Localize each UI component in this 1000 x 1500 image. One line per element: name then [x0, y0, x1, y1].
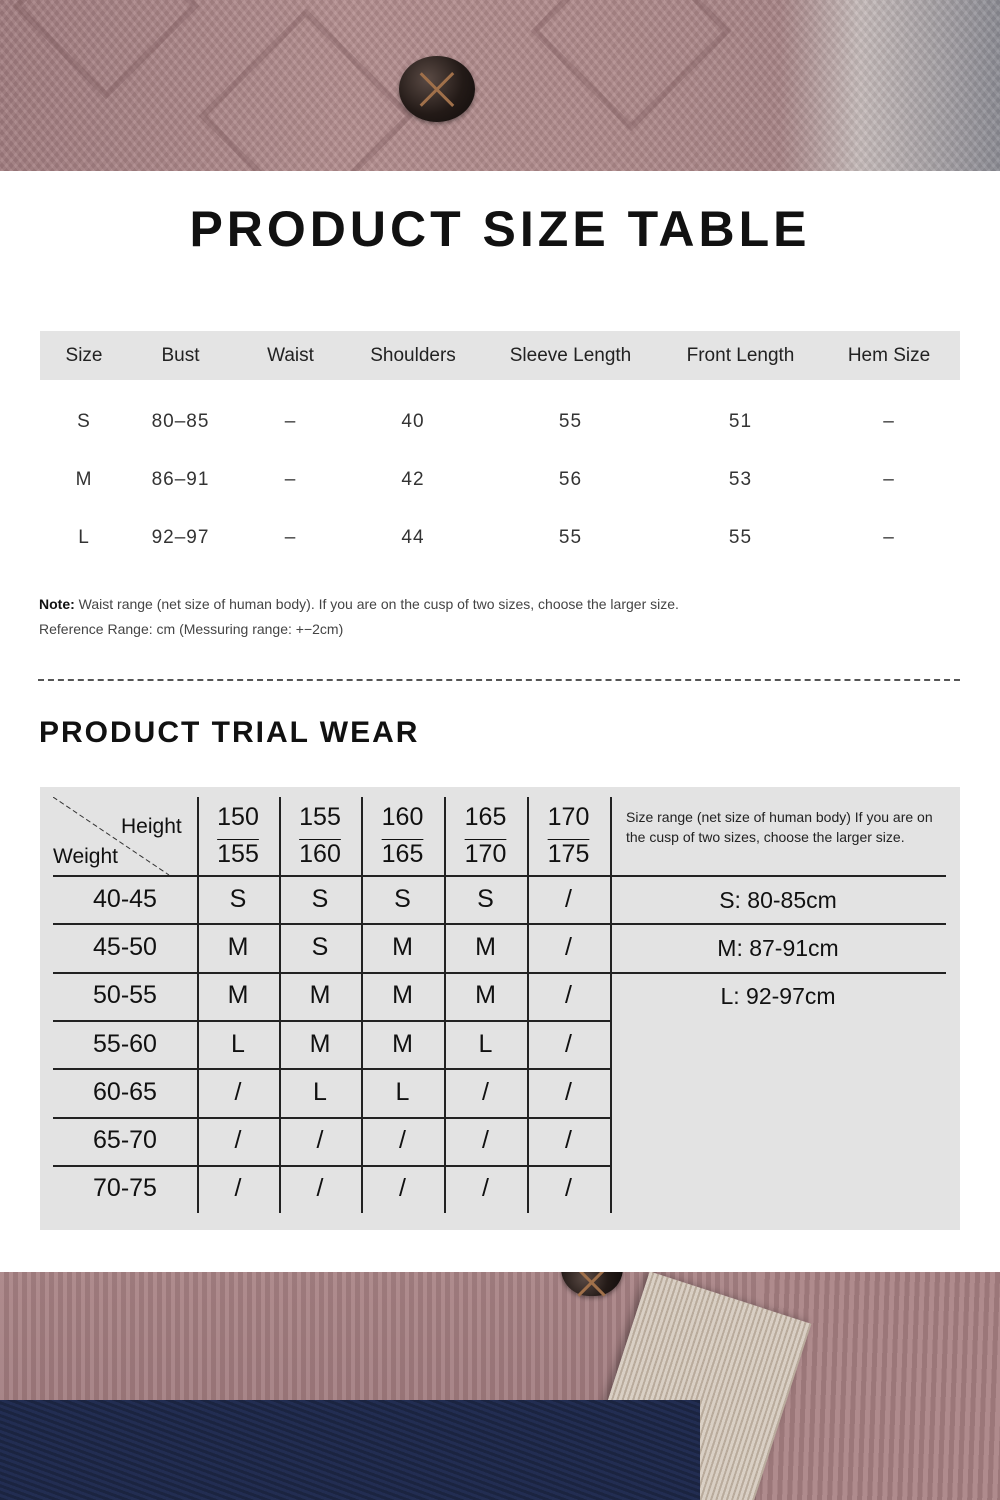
- table-cell: 40: [401, 411, 425, 432]
- note-label: Note:: [39, 596, 75, 612]
- height-range-header: [361, 797, 444, 875]
- cardigan-button: [561, 1272, 623, 1296]
- height-range-top: 160: [381, 803, 424, 831]
- knit-sleeve: [760, 1272, 1000, 1500]
- size-note: [39, 596, 679, 612]
- column-header: Hem Size: [818, 331, 960, 380]
- height-range-header: [197, 797, 279, 875]
- height-range-bottom: 165: [381, 840, 424, 868]
- column-header: Sleeve Length: [478, 331, 663, 380]
- corner-height-label: Height: [121, 815, 182, 838]
- table-cell: 86–91: [151, 469, 210, 490]
- weight-range-label: 55-60: [93, 1029, 157, 1058]
- height-range-header: [527, 797, 610, 875]
- weight-range-label: 45-50: [93, 932, 157, 961]
- weight-range-label: 65-70: [93, 1126, 157, 1155]
- size-cell: /: [234, 1077, 242, 1106]
- grid-line-vertical: [279, 797, 281, 1213]
- table-cell: 92–97: [151, 527, 210, 548]
- size-cell: M: [309, 981, 331, 1010]
- table-cell: 51: [728, 411, 753, 432]
- product-photo-bottom: [0, 1272, 1000, 1500]
- size-cell: L: [395, 1077, 410, 1106]
- table-row: [40, 451, 960, 509]
- size-cell: M: [475, 981, 496, 1010]
- size-cell: /: [565, 981, 572, 1010]
- size-cell: M: [475, 932, 496, 961]
- table-cell: 80–85: [151, 411, 210, 432]
- height-range-header: [279, 797, 361, 875]
- size-cell: M: [392, 1029, 413, 1058]
- size-cell: /: [316, 1174, 324, 1203]
- size-range-value: L: 92-97cm: [720, 983, 836, 1010]
- grid-line-vertical: [197, 797, 199, 1213]
- size-table: [40, 331, 960, 567]
- table-cell: –: [284, 411, 297, 432]
- size-cell: L: [231, 1029, 245, 1058]
- table-cell: 56: [558, 469, 583, 490]
- page-title: PRODUCT SIZE TABLE: [189, 201, 811, 257]
- knit-cable-pattern: [531, 0, 732, 131]
- height-range-top: 150: [217, 803, 259, 831]
- size-cell: /: [565, 1077, 572, 1106]
- grid-line-horizontal: [53, 972, 946, 974]
- weight-range-label: 40-45: [93, 884, 157, 913]
- denim-jeans: [0, 1400, 700, 1500]
- column-header: Shoulders: [348, 331, 478, 380]
- table-cell: 55: [558, 527, 583, 548]
- trial-wear-panel: [40, 787, 960, 1230]
- spacer-row: [40, 380, 960, 393]
- grid-line-vertical: [527, 797, 529, 1213]
- table-row: [40, 509, 960, 567]
- size-cell: /: [565, 884, 572, 913]
- size-range-note: Size range (net size of human body) If you are on the cusp of two sizes, choose the larger size.: [626, 809, 933, 845]
- size-cell: /: [399, 1126, 406, 1155]
- table-cell: 55: [728, 527, 753, 548]
- column-header: Front Length: [663, 331, 818, 380]
- size-cell: L: [478, 1029, 493, 1058]
- size-cell: /: [399, 1174, 406, 1203]
- height-range-bottom: 170: [464, 840, 507, 868]
- trial-wear-grid: [53, 797, 946, 1217]
- size-cell: /: [482, 1077, 489, 1106]
- size-cell: S: [311, 884, 329, 913]
- height-range-top: 155: [299, 803, 341, 831]
- height-range-bottom: 175: [547, 840, 590, 868]
- table-cell: –: [284, 469, 297, 490]
- height-range-header: [444, 797, 527, 875]
- size-cell: /: [482, 1174, 489, 1203]
- size-cell: M: [227, 932, 249, 961]
- note-text: Waist range (net size of human body). If you are on the cusp of two sizes, choose the larger size.: [74, 596, 679, 612]
- column-header: Bust: [128, 331, 233, 380]
- size-table-header: [40, 331, 960, 380]
- weight-range-label: 50-55: [93, 981, 157, 1010]
- size-cell: M: [309, 1029, 331, 1058]
- table-cell: –: [883, 411, 895, 432]
- size-cell: /: [565, 1174, 572, 1203]
- table-cell: M: [75, 469, 93, 490]
- size-cell: M: [392, 932, 413, 961]
- height-range-bottom: 155: [217, 840, 259, 868]
- weight-range-label: 60-65: [93, 1077, 157, 1106]
- section-divider: [38, 679, 960, 681]
- cardigan-button: [399, 56, 475, 122]
- weight-range-label: 70-75: [93, 1174, 157, 1203]
- knit-cable-pattern: [199, 9, 414, 171]
- size-cell: /: [565, 932, 572, 961]
- height-range-top: 165: [464, 803, 507, 831]
- grid-line-vertical: [361, 797, 363, 1213]
- spacer-cell: [40, 380, 960, 393]
- size-cell: M: [227, 981, 249, 1010]
- knit-cable-pattern: [13, 0, 200, 99]
- grid-line-horizontal: [53, 875, 946, 877]
- size-cell: /: [234, 1126, 242, 1155]
- column-header: Size: [40, 331, 128, 380]
- table-cell: 53: [728, 469, 753, 490]
- size-cell: S: [229, 884, 247, 913]
- table-row: [40, 393, 960, 451]
- size-cell: /: [565, 1126, 572, 1155]
- table-cell: 42: [401, 469, 425, 490]
- size-cell: /: [482, 1126, 489, 1155]
- column-header: Waist: [233, 331, 348, 380]
- size-cell: S: [394, 884, 411, 913]
- size-range-value: S: 80-85cm: [719, 886, 837, 913]
- table-cell: 55: [558, 411, 583, 432]
- trial-wear-title: PRODUCT TRIAL WEAR: [39, 716, 420, 749]
- size-cell: /: [316, 1126, 324, 1155]
- size-cell: L: [313, 1077, 327, 1106]
- size-cell: /: [565, 1029, 572, 1058]
- table-cell: 44: [401, 527, 425, 548]
- grid-line-vertical: [444, 797, 446, 1213]
- corner-weight-label: Weight: [53, 845, 118, 868]
- size-cell: S: [311, 932, 329, 961]
- table-cell: –: [883, 527, 895, 548]
- grid-line-vertical: [610, 797, 612, 1213]
- size-cell: M: [392, 981, 413, 1010]
- table-cell: –: [883, 469, 895, 490]
- size-cell: /: [234, 1174, 242, 1203]
- grid-line-horizontal: [53, 923, 946, 925]
- table-cell: L: [78, 527, 90, 548]
- product-photo-top: [0, 0, 1000, 171]
- height-range-top: 170: [547, 803, 590, 831]
- reference-range-note: Reference Range: cm (Messuring range: +−2cm): [39, 621, 344, 637]
- size-cell: S: [477, 884, 494, 913]
- height-range-bottom: 160: [299, 840, 341, 868]
- table-cell: S: [77, 411, 91, 432]
- size-range-value: M: 87-91cm: [717, 934, 839, 961]
- table-cell: –: [284, 527, 297, 548]
